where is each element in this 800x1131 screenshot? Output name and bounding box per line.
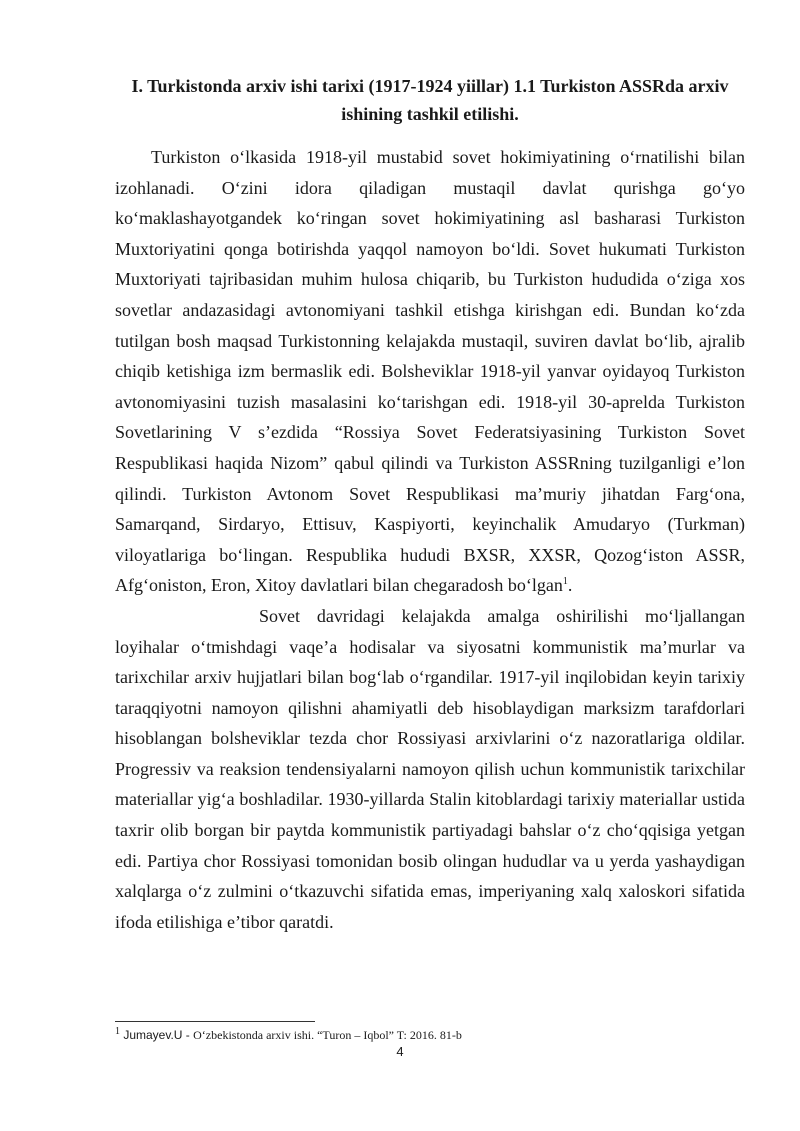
paragraph-1-text: Turkiston o‘lkasida 1918-yil mustabid sovet hokimiyatining o‘rnatilishi bilan izohlanadi. O‘zini idora qiladigan mustaqil davlat qurishga go‘yo ko‘maklashayotgandek ko‘ringan sovet hokimiyatining asl basharasi Turkiston Muxtoriyatini qonga botirishda yaqqol namoyon bo‘ldi. Sovet hukumati Turkiston Muxtoriyati tajribasidan muhim hulosa chiqarib, bu Turkiston hududida o‘ziga xos sovetlar andazasidagi avtonomiyani tashkil etishga kirishgan edi. Bundan ko‘zda tutilgan bosh maqsad Turkistonning kelajakda mustaqil, suviren davlat bo‘lib, ajralib chiqib ketishiga izm bermaslik edi. Bolsheviklar 1918-yil yanvar oyidayoq Turkiston avtonomiyasini tuzish masalasini ko‘tarishgan edi. 1918-yil 30-aprelda Turkiston Sovetlarining V s’ezdida “Rossiya Sovet Federatsiyasining Turkiston Sovet Respublikasi haqida Nizom” qabul qilindi va Turkiston ASSRning tuzilganligi e’lon qilindi. Turkiston Avtonom Sovet Respublikasi ma’muriy jihatdan Farg‘ona, Samarqand, Sirdaryo, Ettisuv, Kaspiyorti, keyinchalik Amudaryo (Turkman) viloyatlariga bo‘lingan. Respublika hududi BXSR, XXSR, Qozog‘iston ASSR, Afg‘oniston, Eron, Xitoy davlatlari bilan chegaradosh bo‘lgan bbox=[115, 147, 745, 596]
document-body bbox=[115, 72, 745, 937]
footnote bbox=[115, 1028, 745, 1042]
paragraph-1-end: . bbox=[567, 575, 573, 596]
paragraph-1 bbox=[115, 142, 745, 601]
section-title: I. Turkistonda arxiv ishi tarixi (1917-1924 yiillar) 1.1 Turkiston ASSRda arxiv ishining tashkil etilishi. bbox=[131, 76, 729, 124]
footnote-text: O‘zbekistonda arxiv ishi. “Turon – Iqbol” T: 2016. 81-b bbox=[193, 1028, 462, 1042]
page-number: 4 bbox=[396, 1044, 404, 1059]
footnote-reference[interactable]: 1 bbox=[562, 576, 568, 588]
footnote-author: Jumayev.U - bbox=[120, 1028, 194, 1042]
footnote-divider bbox=[115, 1021, 315, 1022]
paragraph-2: Sovet davridagi kelajakda amalga oshirilishi mo‘ljallangan loyihalar o‘tmishdagi vaqe’a hodisalar va siyosatni kommunistik ma’murlar va tarixchilar arxiv hujjatlari bilan bog‘lab o‘rgandilar. 1917-yil inqilobidan keyin tarixiy taraqqiyotni namoyon qilishni ahamiyatli deb hisoblaydigan marksizm tarafdorlari hisoblangan bolsheviklar tezda chor Rossiyasi arxivlarini o‘z nazoratlariga oldilar. Progressiv va reaksion tendensiyalarni namoyon qilish uchun kommunistik tarixchilar materiallar yig‘a boshladilar. 1930-yillarda Stalin kitoblardagi tarixiy materiallar ustida taxrir olib borgan bir paytda kommunistik partiyadagi bahslar o‘z cho‘qqisiga yetgan edi. Partiya chor Rossiyasi tomonidan bosib olingan hududlar va u yerda yashaydigan xalqlarga o‘z zulmini o‘tkazuvchi sifatida emas, imperiyaning xalq xaloskori sifatida ifoda etilishiga e’tibor qaratdi. bbox=[115, 605, 745, 932]
footnote-number: 1 bbox=[115, 1026, 120, 1037]
